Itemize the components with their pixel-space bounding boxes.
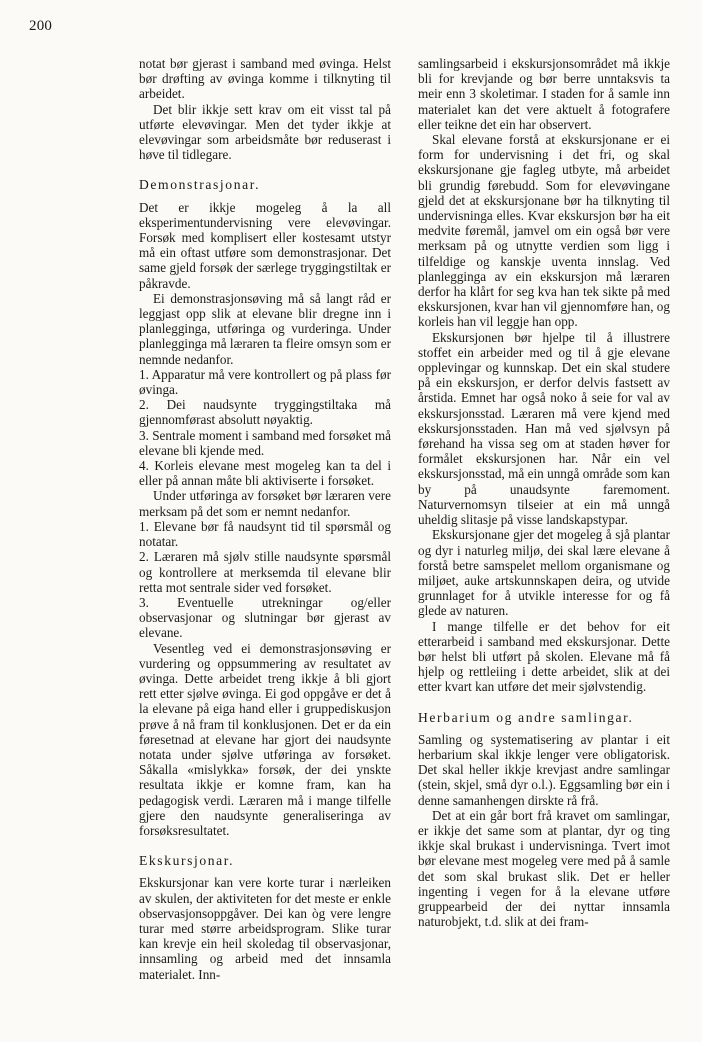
page-number: 200	[29, 18, 53, 34]
paragraph: Ei demonstrasjonsøving må så langt råd er leggjast opp slik at elevane blir dregne inn i planlegginga, utføringa og vurderinga. Under planlegginga må læraren ta fleire omsyn som er nemnde nedanfor.	[139, 290, 391, 367]
list-item: 1. Elevane bør få naudsynt tid til spørsmål og notatar.	[139, 518, 391, 550]
paragraph: Det at ein går bort frå kravet om samlingar, er ikkje det same som at plantar, dyr og ting ikkje skal brukast i undervisninga. Tvert imot bør elevane mest mogeleg vere med på å samle det som skal brukast slik. Det er heller ingenting i vegen for å la elevane utføre gruppearbeid der dei nyttar innsamla naturobjekt, t.d. slik at dei fram-	[418, 807, 670, 930]
paragraph: Samling og systematisering av plantar i eit herbarium skal ikkje lenger vere obligatorisk. Det skal heller ikkje krevjast andre samlingar (stein, skjel, små dyr o.l.). Eggsamling bør ein i denne samanhengen dirskte rå frå.	[418, 731, 670, 808]
paragraph: notat bør gjerast i samband med øvinga. Helst bør drøfting av øvinga komme i tilknyting til arbeidet.	[139, 56, 391, 102]
paragraph: Under utføringa av forsøket bør læraren vere merksam på det som er nemnt nedanfor.	[139, 488, 391, 519]
list-item: 3. Eventuelle utrekningar og/eller observasjonar og slutningar bør gjerast av elevane.	[139, 594, 391, 641]
paragraph: Det blir ikkje sett krav om eit visst tal på utførte elevøvingar. Men det tyder ikkje at elevøvingar som arbeidsmåte bør reduserast i høve til tidlegare.	[139, 101, 391, 163]
list-item: 2. Læraren må sjølv stille naudsynte spørsmål og kontrollere at merksemda til elevane blir retta mot sentrale sider ved forsøket.	[139, 549, 391, 595]
paragraph: Ekskursjonar kan vere korte turar i nærleiken av skulen, der aktiviteten for det meste er enkle observasjonsoppgåver. Dei kan òg vere lengre turar med større arbeidsprogram. Slike turar kan krevje ein heil skoledag til observasjonar, innsamling og arbeid med det innsamla materialet. Inn-	[139, 875, 391, 982]
paragraph: Vesentleg ved ei demonstrasjonsøving er vurdering og oppsummering av resultatet av øvinga. Dette arbeidet treng ikkje å bli gjort rett etter sjølve øvinga. Ei god oppgåve er det å la elevane på eiga hand eller i gruppediskusjon prøve å nå fram til konklusjonen. Det er da ein føresetnad at elevane har gjort dei naudsynte notata under sjølve utføringa av forsøket. Såkalla «mislykka» forsøk, der dei ynskte resultata ikkje er komne fram, kan ha pedagogisk verdi. Læraren må i mange tilfelle gjere den naudsynte generaliseringa av forsøksresultatet.	[139, 640, 391, 838]
paragraph: Skal elevane forstå at ekskursjonane er ei form for undervisning i det fri, og skal ekskursjonane gje fagleg utbyte, må arbeidet bli grundig førebudd. Som for elevøvingane gjeld det at ekskursjonane bør ha tilknyting til undervisninga elles. Kvar ekskursjon bør ha eit medvite føremål, jamvel om ein også bør vere merksam på og utnytte verdien som ligg i tilfeldige og kanskje uventa innslag. Ved planlegginga av ein ekskursjon må læraren derfor ha klårt for seg kva han tek sikte på med ekskursjonen, kvar han vil gjennomføre han, og korleis han vil leggje han opp.	[418, 132, 670, 330]
section-heading: Herbarium og andre samlingar.	[418, 709, 634, 725]
right-column	[418, 56, 670, 929]
left-column	[139, 56, 391, 982]
paragraph: samlingsarbeid i ekskursjonsområdet må ikkje bli for krevjande og bør berre unntaksvis ta meir enn 3 skoletimar. I staden for å samle inn materialet kan det vere aktuelt å fotografere eller teikne det ein har observert.	[418, 56, 670, 132]
section-heading: Demonstrasjonar.	[139, 177, 261, 193]
list-item: 4. Korleis elevane mest mogeleg kan ta del i eller på annan måte bli aktiviserte i forsøket.	[139, 458, 391, 489]
list-item: 3. Sentrale moment i samband med forsøket må elevane bli kjende med.	[139, 427, 391, 458]
paragraph: I mange tilfelle er det behov for eit etterarbeid i samband med ekskursjonar. Dette bør helst bli utført på skolen. Elevane må få hjelp og rettleiing i dette arbeidet, slik at dei etter kvart kan utføre det meir sjølvstendig.	[418, 618, 670, 695]
paragraph: Ekskursjonane gjer det mogeleg å sjå plantar og dyr i naturleg miljø, dei skal lære elevane å forstå betre samspelet mellom organismane og miljøet, auke artskunnskapen deira, og utvide grunnlaget for å utvikle interesse for og få glede av naturen.	[418, 527, 670, 619]
paragraph: Det er ikkje mogeleg å la all eksperimentundervisning vere elevøvingar. Forsøk med komplisert eller kostesamt utstyr må ein oftast utføre som demonstrasjonar. Det same gjeld forsøk der særlege tryggingstiltak er påkravde.	[139, 199, 391, 291]
list-item: 2. Dei naudsynte tryggingstiltaka må gjennomførast absolutt nøyaktig.	[139, 397, 391, 428]
paragraph: Ekskursjonen bør hjelpe til å illustrere stoffet ein arbeider med og til å gje elevane opplevingar og kunnskap. Det ein skal studere på ein ekskursjon, er derfor delvis fastsett av årstida. Emnet har også noko å seie for val av ekskursjonsstad. Læraren må vere kjend med ekskursjonsstaden. Han må ved sjølvsyn på førehand ha vissa seg om at staden høver for formålet ekskursjonen har. Når ein vel ekskursjonsstad, må ein unngå område som kan by på unaudsynte faremoment. Naturvernomsyn tilseier at ein må unngå uheldig slitasje på visse landskapstypar.	[418, 329, 670, 528]
section-heading: Ekskursjonar.	[139, 853, 235, 869]
list-item: 1. Apparatur må vere kontrollert og på plass før øvinga.	[139, 366, 391, 398]
